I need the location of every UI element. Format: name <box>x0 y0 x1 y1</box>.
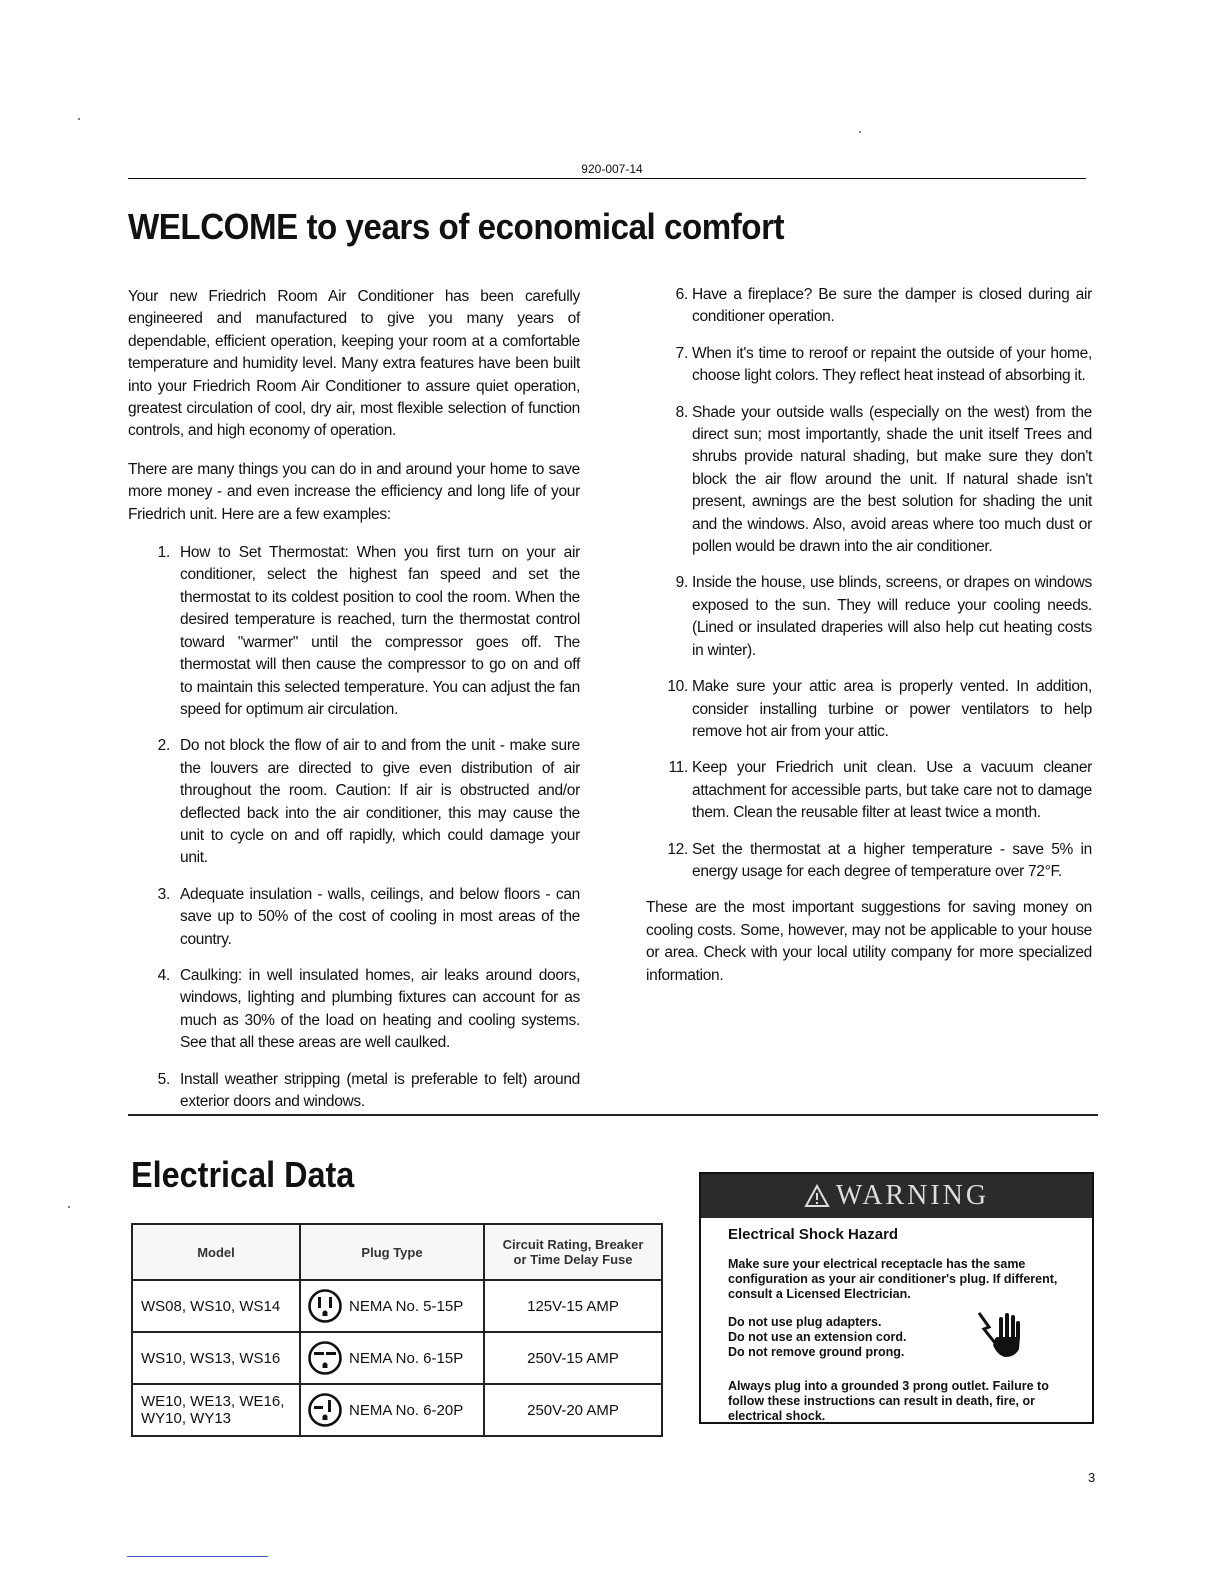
model-cell: WE10, WE13, WE16, WY10, WY13 <box>132 1384 300 1436</box>
model-cell: WS08, WS10, WS14 <box>132 1280 300 1332</box>
column-header-plug-type: Plug Type <box>300 1224 484 1280</box>
list-number: 12. <box>667 840 688 858</box>
list-item <box>128 735 580 869</box>
circuit-header-line-2: or Time Delay Fuse <box>513 1252 633 1267</box>
list-number: 11. <box>668 759 688 777</box>
plug-cell <box>300 1332 484 1384</box>
electric-shock-hand-icon <box>975 1309 1021 1361</box>
column-header-model: Model <box>132 1224 300 1280</box>
page-title: WELCOME to years of economical comfort <box>128 206 785 247</box>
warning-paragraph-3: Always plug into a grounded 3 prong outlet. Failure to follow these instructions can result in death, fire, or electrical shock. <box>728 1379 1049 1423</box>
circuit-header-line-1: Circuit Rating, Breaker <box>502 1237 644 1252</box>
list-item <box>646 757 1092 824</box>
plug-cell <box>300 1280 484 1332</box>
list-text: Set the thermostat at a higher temperature - save 5% in energy usage for each degree of temperature over 72°F. <box>692 840 1092 880</box>
model-cell: WS10, WS13, WS16 <box>132 1332 300 1384</box>
list-item <box>128 1069 580 1114</box>
list-item <box>646 284 1092 329</box>
list-text: When it's time to reroof or repaint the outside of your home, choose light colors. They reflect heat instead of absorbing it. <box>692 344 1092 385</box>
list-number: 4. <box>157 966 170 984</box>
list-number: 7. <box>675 344 688 362</box>
welcome-left-column <box>128 286 580 1127</box>
list-item <box>128 542 580 721</box>
warning-line-2: Do not use an extension cord. <box>728 1329 907 1344</box>
list-item <box>646 676 1092 743</box>
list-number: 9. <box>675 574 688 592</box>
list-number: 8. <box>675 403 688 421</box>
list-item <box>128 884 580 951</box>
warning-line-1: Do not use plug adapters. <box>728 1315 882 1329</box>
page-number: 3 <box>1088 1470 1096 1485</box>
intro-paragraph-2: There are many things you can do in and around your home to save more money - and even increase the efficiency and long life of your Friedrich unit. Here are a few examples: <box>128 460 580 523</box>
intro-paragraph-1: Your new Friedrich Room Air Conditioner has been carefully engineered and manufactured to give you many years of dependable, efficient operation, keeping your room at a comfortable temperature and humidity level. Many extra features have been built into your Friedrich Room Air Conditioner to assure quiet operation, greatest circulation of cool, dry air, most flexible selection of function controls, and high economy of operation. <box>128 288 580 440</box>
warning-line-3: Do not remove ground prong. <box>728 1344 905 1359</box>
document-number: 920-007-14 <box>581 162 643 176</box>
list-text: Shade your outside walls (especially on the west) from the direct sun; most importantly, shade the unit itself Trees and shrubs provide natural shading, but make sure they don't block the air flow around the unit. If natural shade isn't present, awnings are the best solution for shading the unit and the windows. Also, avoid areas where too much dust or pollen would be drawn into the air conditioner. <box>692 403 1092 556</box>
list-text: Caulking: in well insulated homes, air leaks around doors, windows, lighting and plumbing fixtures can account for as much as 30% of the load on heating and cooling systems. See that all these areas are well caulked. <box>180 966 580 1052</box>
list-item <box>646 343 1092 388</box>
scan-speck <box>859 131 861 133</box>
header-rule <box>128 178 1086 179</box>
warning-instructions <box>728 1315 1078 1359</box>
list-number: 6. <box>675 286 688 303</box>
scan-speck <box>68 1206 70 1208</box>
warning-paragraph-1: Make sure your electrical receptacle has the same configuration as your air conditioner's plug. If different, consult a Licensed Electrician. <box>728 1257 1058 1301</box>
tips-list-left <box>128 542 580 1113</box>
scan-speck <box>78 118 80 120</box>
list-number: 5. <box>157 1070 170 1088</box>
electrical-data-title: Electrical Data <box>131 1154 355 1195</box>
list-text: Keep your Friedrich unit clean. Use a vacuum cleaner attachment for accessible parts, but take care not to damage them. Clean the reusable filter at least twice a month. <box>692 759 1092 822</box>
list-item <box>646 572 1092 662</box>
bottom-underline <box>127 1556 268 1557</box>
list-text: Do not block the flow of air to and from the unit - make sure the louvers are directed to give even distribution of air throughout the room. Caution: If air is obstructed and/or deflected back into the air conditioner, this may cause the unit to cycle on and off rapidly, which could damage your unit. <box>180 737 580 867</box>
plug-cell <box>300 1384 484 1436</box>
list-text: How to Set Thermostat: When you first turn on your air conditioner, select the highest fan speed and set the thermostat to its coldest position to cool the room. When the desired temperature is reached, turn the thermostat control toward "warmer" until the compressor goes off. The thermostat will then cause the compressor to go on and off to maintain this selected temperature. You can adjust the fan speed for optimum air circulation. <box>180 544 580 718</box>
table-header-row <box>132 1224 662 1280</box>
table-row <box>132 1384 662 1436</box>
plug-type-label: NEMA No. 6-20P <box>349 1401 464 1419</box>
circuit-rating-cell: 250V-20 AMP <box>484 1384 662 1436</box>
list-number: 3. <box>157 885 170 903</box>
plug-type-label: NEMA No. 5-15P <box>349 1297 464 1315</box>
tips-list-right <box>646 284 1092 883</box>
list-number: 10. <box>667 678 688 696</box>
circuit-rating-cell: 125V-15 AMP <box>484 1280 662 1332</box>
list-item <box>646 839 1092 884</box>
nema-6-20-plug-icon <box>307 1392 343 1428</box>
table-row <box>132 1280 662 1332</box>
closing-paragraph: These are the most important suggestions for saving money on cooling costs. Some, however, may not be applicable to your house or area. Check with your local utility company for more specialized information. <box>646 899 1092 984</box>
list-number: 2. <box>157 737 170 755</box>
circuit-rating-cell: 250V-15 AMP <box>484 1332 662 1384</box>
table-row <box>132 1332 662 1384</box>
plug-type-label: NEMA No. 6-15P <box>349 1349 464 1367</box>
warning-subtitle: Electrical Shock Hazard <box>728 1226 899 1243</box>
warning-header-text: WARNING <box>835 1180 990 1211</box>
list-item <box>128 965 580 1055</box>
list-text: Inside the house, use blinds, screens, or drapes on windows exposed to the sun. They will reduce your cooling needs. (Lined or insulated draperies will also help cut heating costs in winter). <box>692 574 1092 659</box>
nema-5-15-plug-icon <box>307 1288 343 1324</box>
list-text: Install weather stripping (metal is preferable to felt) around exterior doors and windows. <box>180 1070 580 1110</box>
list-number: 1. <box>157 544 170 562</box>
warning-header <box>701 1174 1092 1218</box>
electrical-data-table <box>131 1223 663 1437</box>
column-header-circuit-rating <box>484 1224 662 1280</box>
list-text: Adequate insulation - walls, ceilings, and below floors - can save up to 50% of the cost of cooling in most areas of the country. <box>180 885 580 948</box>
welcome-right-column <box>646 284 1092 1003</box>
warning-triangle-icon <box>804 1184 830 1208</box>
list-text: Make sure your attic area is properly vented. In addition, consider installing turbine or power ventilators to help remove hot air from your attic. <box>692 678 1092 740</box>
section-divider <box>128 1114 1098 1116</box>
list-item <box>646 402 1092 559</box>
warning-box <box>699 1172 1094 1424</box>
list-text: Have a fireplace? Be sure the damper is closed during air conditioner operation. <box>692 286 1092 326</box>
nema-6-15-plug-icon <box>307 1340 343 1376</box>
